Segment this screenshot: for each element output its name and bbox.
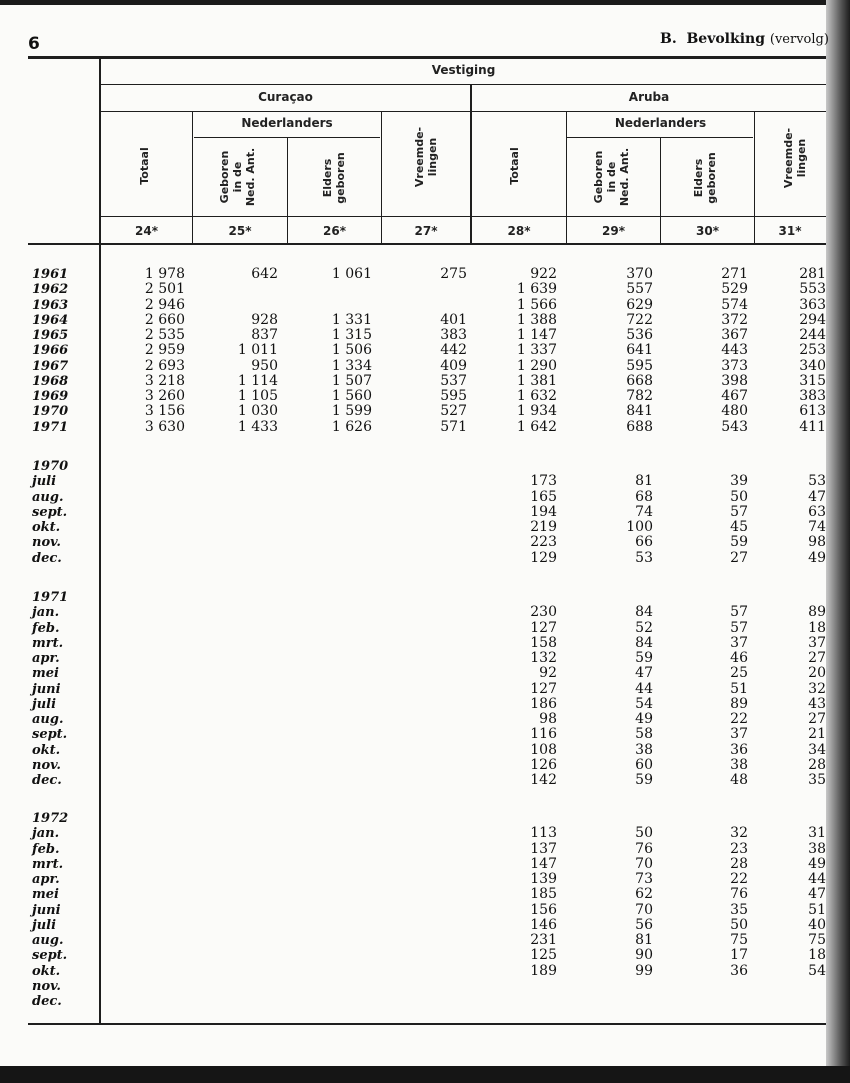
table-cell: 47 bbox=[808, 886, 826, 903]
table-cell: 629 bbox=[626, 296, 653, 313]
table-cell: 398 bbox=[721, 372, 748, 389]
table-cell: 1 642 bbox=[516, 418, 557, 435]
table-cell: 139 bbox=[530, 871, 557, 887]
table-cell: 47 bbox=[808, 488, 826, 505]
table-cell: 574 bbox=[721, 296, 748, 313]
table-cell: 841 bbox=[626, 403, 653, 420]
table-cell: 81 bbox=[635, 473, 653, 490]
table-cell: 60 bbox=[635, 756, 653, 773]
table-cell: 1 315 bbox=[331, 327, 372, 343]
table-cell: 2 660 bbox=[144, 311, 185, 328]
year-label: 1961 bbox=[32, 267, 69, 282]
col-label-elders-curacao: Elders geboren bbox=[321, 152, 347, 204]
month-label: mei bbox=[32, 666, 59, 682]
table-cell: 51 bbox=[730, 680, 748, 697]
table-cell: 73 bbox=[635, 871, 653, 887]
col-number-30: 30* bbox=[696, 224, 719, 238]
table-cell: 543 bbox=[721, 418, 748, 435]
table-cell: 53 bbox=[635, 549, 653, 566]
table-cell: 1 632 bbox=[516, 388, 557, 404]
period-year-label: 1970 bbox=[32, 459, 69, 474]
year-label: 1966 bbox=[32, 343, 69, 359]
table-cell: 28 bbox=[730, 855, 748, 872]
header-nederlanders-curacao: Nederlanders bbox=[241, 116, 333, 130]
page-number: 6 bbox=[28, 34, 40, 54]
table-cell: 38 bbox=[730, 756, 748, 773]
table-cell: 17 bbox=[730, 947, 748, 964]
table-cell: 613 bbox=[799, 403, 826, 420]
table-cell: 1 626 bbox=[331, 418, 372, 435]
table-cell: 92 bbox=[539, 665, 557, 682]
col-label-totaal-curacao: Totaal bbox=[138, 147, 151, 185]
table-cell: 35 bbox=[808, 772, 826, 788]
table-cell: 1 639 bbox=[516, 281, 557, 298]
table-cell: 1 934 bbox=[516, 403, 557, 420]
year-label: 1971 bbox=[32, 419, 69, 435]
table-cell: 137 bbox=[530, 840, 557, 857]
month-label: okt. bbox=[32, 963, 61, 979]
table-cell: 76 bbox=[730, 886, 748, 903]
table-cell: 32 bbox=[730, 825, 748, 842]
table-cell: 99 bbox=[635, 962, 653, 979]
table-cell: 3 218 bbox=[144, 372, 185, 389]
table-cell: 37 bbox=[730, 634, 748, 651]
month-label: juli bbox=[32, 917, 57, 933]
table-cell: 50 bbox=[730, 488, 748, 505]
table-cell: 36 bbox=[730, 962, 748, 979]
table-cell: 557 bbox=[626, 281, 653, 298]
col-label-totaal-aruba: Totaal bbox=[508, 147, 521, 185]
table-cell: 367 bbox=[721, 327, 748, 343]
table-cell: 116 bbox=[530, 726, 557, 743]
table-cell: 253 bbox=[799, 342, 826, 359]
table-cell: 100 bbox=[626, 519, 653, 535]
month-label: juni bbox=[32, 902, 61, 918]
table-cell: 223 bbox=[530, 534, 557, 551]
table-cell: 49 bbox=[808, 549, 826, 566]
table-cell: 84 bbox=[635, 634, 653, 651]
table-cell: 363 bbox=[799, 296, 826, 313]
table-cell: 44 bbox=[635, 680, 653, 697]
table-cell: 409 bbox=[440, 357, 467, 374]
month-label: apr. bbox=[32, 651, 60, 666]
table-cell: 21 bbox=[808, 726, 826, 743]
table-cell: 401 bbox=[440, 311, 467, 328]
table-cell: 66 bbox=[635, 534, 653, 551]
col-number-26: 26* bbox=[323, 224, 346, 238]
month-label: okt. bbox=[32, 742, 61, 758]
month-label: mei bbox=[32, 887, 59, 903]
table-cell: 75 bbox=[730, 932, 748, 948]
table-cell: 1 507 bbox=[331, 372, 372, 389]
table-cell: 35 bbox=[730, 901, 748, 918]
col-label-vreemdelingen-aruba: Vreemde- lingen bbox=[782, 127, 808, 189]
table-cell: 275 bbox=[440, 266, 467, 282]
year-label: 1968 bbox=[32, 373, 69, 389]
table-cell: 54 bbox=[635, 695, 653, 712]
month-label: juli bbox=[32, 474, 57, 490]
table-cell: 59 bbox=[635, 650, 653, 666]
table-cell: 595 bbox=[440, 388, 467, 404]
running-head-section: B. bbox=[660, 31, 677, 47]
table-cell: 383 bbox=[440, 327, 467, 343]
table-cell: 922 bbox=[530, 266, 557, 282]
table-cell: 2 501 bbox=[144, 281, 185, 298]
table-cell: 2 693 bbox=[144, 357, 185, 374]
month-label: mrt. bbox=[32, 635, 64, 651]
table-cell: 57 bbox=[730, 619, 748, 636]
month-label: feb. bbox=[32, 841, 60, 857]
table-cell: 28 bbox=[808, 756, 826, 773]
table-cell: 782 bbox=[626, 388, 653, 404]
table-cell: 281 bbox=[799, 266, 826, 282]
table-cell: 68 bbox=[635, 488, 653, 505]
table-cell: 1 381 bbox=[516, 372, 557, 389]
table-cell: 50 bbox=[730, 916, 748, 933]
table-cell: 2 959 bbox=[144, 342, 185, 359]
col-number-25: 25* bbox=[228, 224, 252, 238]
table-cell: 3 156 bbox=[144, 403, 185, 420]
table-cell: 142 bbox=[530, 772, 557, 788]
table-cell: 553 bbox=[799, 281, 826, 298]
table-cell: 1 337 bbox=[516, 342, 557, 359]
table-cell: 315 bbox=[799, 372, 826, 389]
table-cell: 950 bbox=[251, 357, 278, 374]
header-curacao: Curaçao bbox=[258, 90, 313, 104]
table-cell: 22 bbox=[730, 871, 748, 887]
table-cell: 74 bbox=[635, 503, 653, 520]
table-cell: 108 bbox=[530, 741, 557, 758]
top-rule bbox=[28, 56, 826, 59]
table-cell: 59 bbox=[635, 772, 653, 788]
table-cell: 2 946 bbox=[144, 296, 185, 313]
stub-divider bbox=[99, 59, 101, 1023]
table-cell: 75 bbox=[808, 932, 826, 948]
col-number-24: 24* bbox=[135, 224, 158, 238]
table-cell: 186 bbox=[530, 695, 557, 712]
scan-edge-bottom bbox=[0, 1066, 850, 1083]
table-cell: 668 bbox=[626, 372, 653, 389]
table-cell: 294 bbox=[799, 311, 826, 328]
month-label: sept. bbox=[32, 504, 68, 520]
table-cell: 641 bbox=[626, 342, 653, 359]
table-cell: 1 334 bbox=[331, 357, 372, 374]
table-cell: 36 bbox=[730, 741, 748, 758]
table-cell: 40 bbox=[808, 916, 826, 933]
table-cell: 18 bbox=[808, 619, 826, 636]
rule-below-island bbox=[101, 111, 826, 112]
table-cell: 74 bbox=[808, 519, 826, 535]
month-label: apr. bbox=[32, 872, 60, 887]
month-label: jan. bbox=[32, 826, 60, 842]
table-cell: 383 bbox=[799, 388, 826, 404]
table-cell: 1 290 bbox=[516, 357, 557, 374]
table-cell: 127 bbox=[530, 680, 557, 697]
table-cell: 244 bbox=[799, 327, 826, 343]
table-cell: 1 599 bbox=[331, 403, 372, 420]
col-number-28: 28* bbox=[507, 224, 531, 238]
table-cell: 158 bbox=[530, 634, 557, 651]
month-label: okt. bbox=[32, 520, 61, 535]
table-cell: 58 bbox=[635, 726, 653, 743]
table-cell: 595 bbox=[626, 357, 653, 374]
month-label: nov. bbox=[32, 535, 61, 551]
table-cell: 37 bbox=[808, 634, 826, 651]
month-label: nov. bbox=[32, 757, 61, 773]
year-label: 1964 bbox=[32, 312, 69, 328]
month-label: jan. bbox=[32, 605, 60, 621]
table-cell: 722 bbox=[626, 311, 653, 328]
month-label: dec. bbox=[32, 994, 62, 1009]
table-cell: 1 105 bbox=[237, 388, 278, 404]
table-cell: 536 bbox=[626, 327, 653, 343]
col-number-31: 31* bbox=[778, 224, 802, 238]
table-cell: 467 bbox=[721, 388, 748, 404]
month-label: sept. bbox=[32, 948, 68, 964]
table-cell: 1 560 bbox=[331, 388, 372, 404]
table-cell: 411 bbox=[799, 418, 826, 435]
table-cell: 63 bbox=[808, 503, 826, 520]
table-cell: 84 bbox=[635, 604, 653, 621]
table-cell: 59 bbox=[730, 534, 748, 551]
table-cell: 25 bbox=[730, 665, 748, 682]
table-cell: 194 bbox=[530, 503, 557, 520]
period-year-label: 1971 bbox=[32, 590, 69, 605]
month-label: mrt. bbox=[32, 856, 64, 872]
table-cell: 27 bbox=[730, 549, 748, 566]
table-cell: 230 bbox=[530, 604, 557, 621]
table-cell: 373 bbox=[721, 357, 748, 374]
table-cell: 70 bbox=[635, 901, 653, 918]
table-cell: 126 bbox=[530, 756, 557, 773]
table-cell: 1 011 bbox=[237, 342, 278, 359]
table-cell: 372 bbox=[721, 311, 748, 328]
rule-below-vestiging bbox=[101, 84, 826, 85]
table-cell: 529 bbox=[721, 281, 748, 298]
table-cell: 62 bbox=[635, 886, 653, 903]
table-cell: 113 bbox=[530, 825, 557, 842]
table-cell: 51 bbox=[808, 901, 826, 918]
table-cell: 527 bbox=[440, 403, 467, 420]
month-label: juli bbox=[32, 696, 57, 712]
table-cell: 43 bbox=[808, 695, 826, 712]
table-cell: 132 bbox=[530, 650, 557, 666]
table-cell: 38 bbox=[808, 840, 826, 857]
table-cell: 56 bbox=[635, 916, 653, 933]
table-cell: 54 bbox=[808, 962, 826, 979]
month-label: aug. bbox=[32, 933, 64, 948]
table-cell: 81 bbox=[635, 932, 653, 948]
table-cell: 50 bbox=[635, 825, 653, 842]
table-cell: 90 bbox=[635, 947, 653, 964]
col-label-vreemdelingen-curacao: Vreemde- lingen bbox=[413, 126, 439, 188]
table-cell: 1 978 bbox=[144, 266, 185, 282]
table-cell: 1 433 bbox=[237, 418, 278, 435]
table-cell: 98 bbox=[808, 534, 826, 551]
table-cell: 45 bbox=[730, 519, 748, 535]
table-cell: 57 bbox=[730, 604, 748, 621]
table-cell: 127 bbox=[530, 619, 557, 636]
table-cell: 1 030 bbox=[237, 403, 278, 420]
year-label: 1967 bbox=[32, 358, 69, 374]
table-cell: 2 535 bbox=[144, 327, 185, 343]
table-cell: 185 bbox=[530, 886, 557, 903]
table-cell: 1 061 bbox=[331, 266, 372, 282]
table-cell: 44 bbox=[808, 871, 826, 887]
col-label-geboren-aruba: Geboren in de Ned. Ant. bbox=[592, 147, 631, 207]
table-cell: 27 bbox=[808, 711, 826, 727]
month-label: nov. bbox=[32, 978, 61, 994]
table-cell: 442 bbox=[440, 342, 467, 359]
table-cell: 3 260 bbox=[144, 388, 185, 404]
header-vestiging: Vestiging bbox=[431, 63, 496, 77]
table-cell: 76 bbox=[635, 840, 653, 857]
table-cell: 27 bbox=[808, 650, 826, 666]
year-label: 1969 bbox=[32, 389, 69, 404]
month-label: juni bbox=[32, 681, 61, 697]
year-label: 1962 bbox=[32, 282, 69, 298]
table-cell: 219 bbox=[530, 519, 557, 535]
table-cell: 165 bbox=[530, 488, 557, 505]
table-cell: 89 bbox=[808, 604, 826, 621]
table-cell: 98 bbox=[539, 711, 557, 727]
col-label-geboren-curacao: Geboren in de Ned. Ant. bbox=[218, 147, 257, 207]
bottom-rule bbox=[28, 1023, 826, 1025]
col-label-elders-aruba: Elders geboren bbox=[692, 152, 718, 204]
table-cell: 173 bbox=[530, 473, 557, 490]
table-cell: 129 bbox=[530, 549, 557, 566]
table-cell: 39 bbox=[730, 473, 748, 490]
table-cell: 18 bbox=[808, 947, 826, 964]
year-label: 1963 bbox=[32, 297, 69, 313]
scan-edge-right bbox=[826, 0, 850, 1083]
table-cell: 1 566 bbox=[516, 296, 557, 313]
table-cell: 1 331 bbox=[331, 311, 372, 328]
table-cell: 22 bbox=[730, 711, 748, 727]
table-cell: 57 bbox=[730, 503, 748, 520]
year-label: 1970 bbox=[32, 404, 69, 420]
header-nederlanders-aruba: Nederlanders bbox=[614, 116, 707, 130]
table-cell: 1 506 bbox=[331, 342, 372, 359]
table-cell: 837 bbox=[251, 327, 278, 343]
table-cell: 38 bbox=[635, 741, 653, 758]
month-label: feb. bbox=[32, 620, 60, 636]
table-cell: 48 bbox=[730, 772, 748, 788]
year-label: 1965 bbox=[32, 328, 69, 343]
table-cell: 47 bbox=[635, 665, 653, 682]
period-year-label: 1972 bbox=[32, 811, 69, 826]
table-cell: 37 bbox=[730, 726, 748, 743]
table-cell: 642 bbox=[251, 266, 278, 282]
table-cell: 70 bbox=[635, 855, 653, 872]
table-cell: 537 bbox=[440, 372, 467, 389]
table-cell: 1 147 bbox=[516, 327, 557, 343]
table-cell: 49 bbox=[808, 855, 826, 872]
month-label: sept. bbox=[32, 727, 68, 743]
table-cell: 89 bbox=[730, 695, 748, 712]
table-cell: 49 bbox=[635, 711, 653, 727]
table-cell: 1 114 bbox=[237, 372, 278, 389]
table-cell: 688 bbox=[626, 418, 653, 435]
col-number-29: 29* bbox=[602, 224, 625, 238]
month-label: dec. bbox=[32, 550, 62, 566]
table-cell: 571 bbox=[440, 418, 467, 435]
table-cell: 3 630 bbox=[144, 418, 185, 435]
table-cell: 34 bbox=[808, 741, 826, 758]
table-cell: 271 bbox=[721, 266, 748, 282]
month-label: aug. bbox=[32, 489, 64, 505]
table-cell: 370 bbox=[626, 266, 653, 282]
table-cell: 928 bbox=[251, 311, 278, 328]
table-cell: 189 bbox=[530, 962, 557, 979]
table-cell: 52 bbox=[635, 619, 653, 636]
table-cell: 147 bbox=[530, 855, 557, 872]
month-label: aug. bbox=[32, 712, 64, 727]
table-cell: 53 bbox=[808, 473, 826, 490]
table-cell: 1 388 bbox=[516, 311, 557, 328]
running-head bbox=[660, 31, 829, 47]
col-number-27: 27* bbox=[414, 224, 438, 238]
island-divider bbox=[470, 85, 472, 245]
table-cell: 480 bbox=[721, 403, 748, 420]
table-cell: 23 bbox=[730, 840, 748, 857]
header-bottom-rule bbox=[28, 243, 826, 245]
table-cell: 31 bbox=[808, 825, 826, 842]
running-head-note: (vervolg) bbox=[769, 32, 829, 47]
table-cell: 340 bbox=[799, 357, 826, 374]
running-head-title: Bevolking bbox=[686, 31, 765, 47]
table-cell: 231 bbox=[530, 932, 557, 948]
table-cell: 46 bbox=[730, 650, 748, 666]
table-cell: 156 bbox=[530, 901, 557, 918]
table-cell: 32 bbox=[808, 680, 826, 697]
month-label: dec. bbox=[32, 773, 62, 788]
table-cell: 443 bbox=[721, 342, 748, 359]
table-cell: 146 bbox=[530, 916, 557, 933]
scan-edge-top bbox=[0, 0, 850, 5]
header-aruba: Aruba bbox=[628, 90, 670, 104]
table-cell: 20 bbox=[808, 665, 826, 682]
table-cell: 125 bbox=[530, 947, 557, 964]
